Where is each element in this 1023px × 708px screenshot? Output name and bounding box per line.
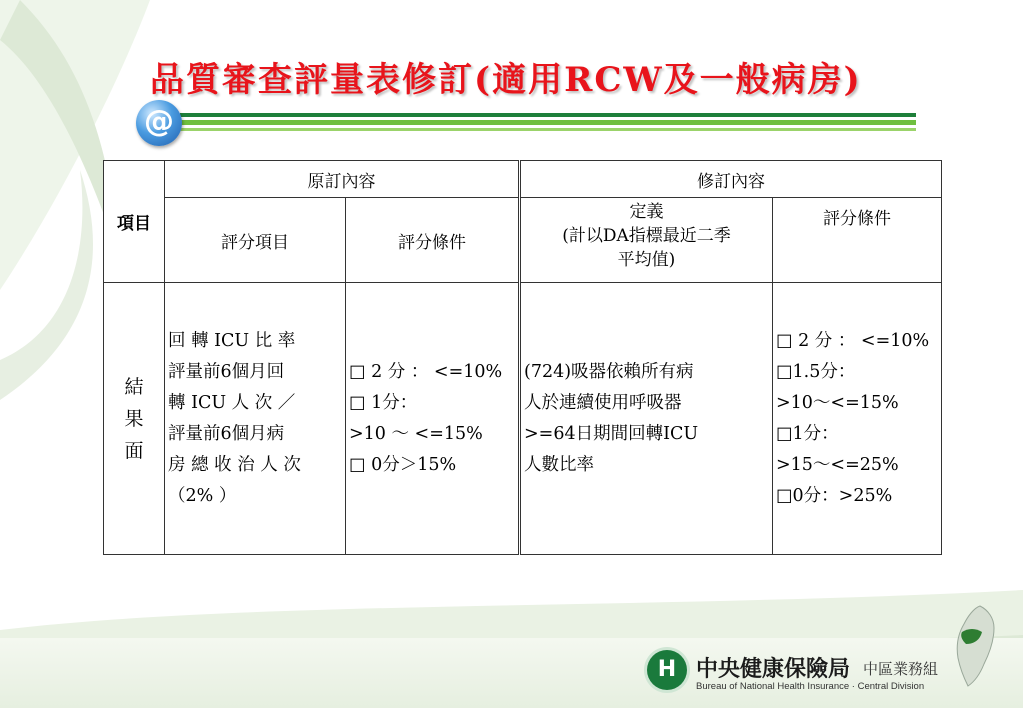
taiwan-map-icon bbox=[950, 604, 1000, 688]
orig-cond-line: □ 1分： bbox=[349, 392, 418, 413]
org-division: 中區業務組 bbox=[863, 660, 939, 678]
category-char: 面 bbox=[124, 439, 144, 462]
category-char: 果 bbox=[124, 407, 144, 430]
page-title: 品質審查評量表修訂(適用RCW及一般病房) bbox=[150, 60, 862, 100]
header-def-line: 定義 bbox=[629, 202, 664, 222]
title-underline-bar bbox=[180, 128, 916, 131]
orig-item-line: 評量前6個月病 bbox=[168, 423, 285, 444]
org-name-cn: 中央健康保險局 bbox=[696, 657, 851, 682]
definition-line: (724)吸器依賴所有病 bbox=[524, 361, 694, 382]
orig-item-line: 房 總 收 治 人 次 bbox=[168, 454, 301, 475]
orig-cond-line: □ 0分＞15% bbox=[349, 454, 457, 475]
evaluation-table bbox=[103, 160, 942, 555]
header-definition bbox=[520, 198, 773, 283]
category-char: 結 bbox=[124, 375, 144, 398]
header-orig-item: 評分項目 bbox=[165, 198, 346, 283]
at-sign-icon: @ bbox=[136, 100, 182, 146]
rev-cond-cell bbox=[773, 283, 942, 555]
orig-item-line: 回 轉 ICU 比 率 bbox=[168, 330, 296, 351]
rev-cond-line: >10～<=15% bbox=[776, 392, 899, 413]
org-name-en: Bureau of National Health Insurance · Central Division bbox=[696, 681, 925, 692]
title-underline-bar bbox=[180, 113, 916, 117]
header-item: 項目 bbox=[104, 161, 165, 283]
header-revised: 修訂內容 bbox=[520, 161, 942, 198]
orig-cond-line: >10 ～ <=15% bbox=[349, 423, 483, 444]
rev-cond-line: □0分：>25% bbox=[776, 485, 893, 506]
orig-cond-cell bbox=[346, 283, 520, 555]
orig-item-line: 評量前6個月回 bbox=[168, 361, 285, 382]
rev-cond-line: □ 2 分 ： <=10% bbox=[776, 330, 930, 351]
rev-cond-line: □1.5分： bbox=[776, 361, 856, 382]
definition-line: 人數比率 bbox=[524, 454, 594, 475]
rev-cond-line: >15～<=25% bbox=[776, 454, 899, 475]
orig-item-line: 轉 ICU 人 次 ／ bbox=[168, 392, 296, 413]
definition-line: >=64日期間回轉ICU bbox=[524, 423, 699, 444]
title-underline-bar bbox=[180, 120, 916, 125]
category-cell bbox=[104, 283, 165, 555]
header-orig-cond: 評分條件 bbox=[346, 198, 520, 283]
orig-item-line: （2% ） bbox=[168, 485, 237, 506]
rev-cond-line: □1分： bbox=[776, 423, 839, 444]
bnhi-logo-icon: H bbox=[647, 650, 687, 690]
header-original: 原訂內容 bbox=[165, 161, 520, 198]
definition-cell bbox=[520, 283, 773, 555]
header-def-line: 平均值) bbox=[617, 250, 676, 270]
definition-line: 人於連續使用呼吸器 bbox=[524, 392, 682, 413]
header-rev-cond: 評分條件 bbox=[773, 198, 942, 283]
orig-item-cell bbox=[165, 283, 346, 555]
header-def-line: (計以DA指標最近二季 bbox=[562, 226, 731, 246]
orig-cond-line: □ 2 分 ： <=10% bbox=[349, 361, 503, 382]
